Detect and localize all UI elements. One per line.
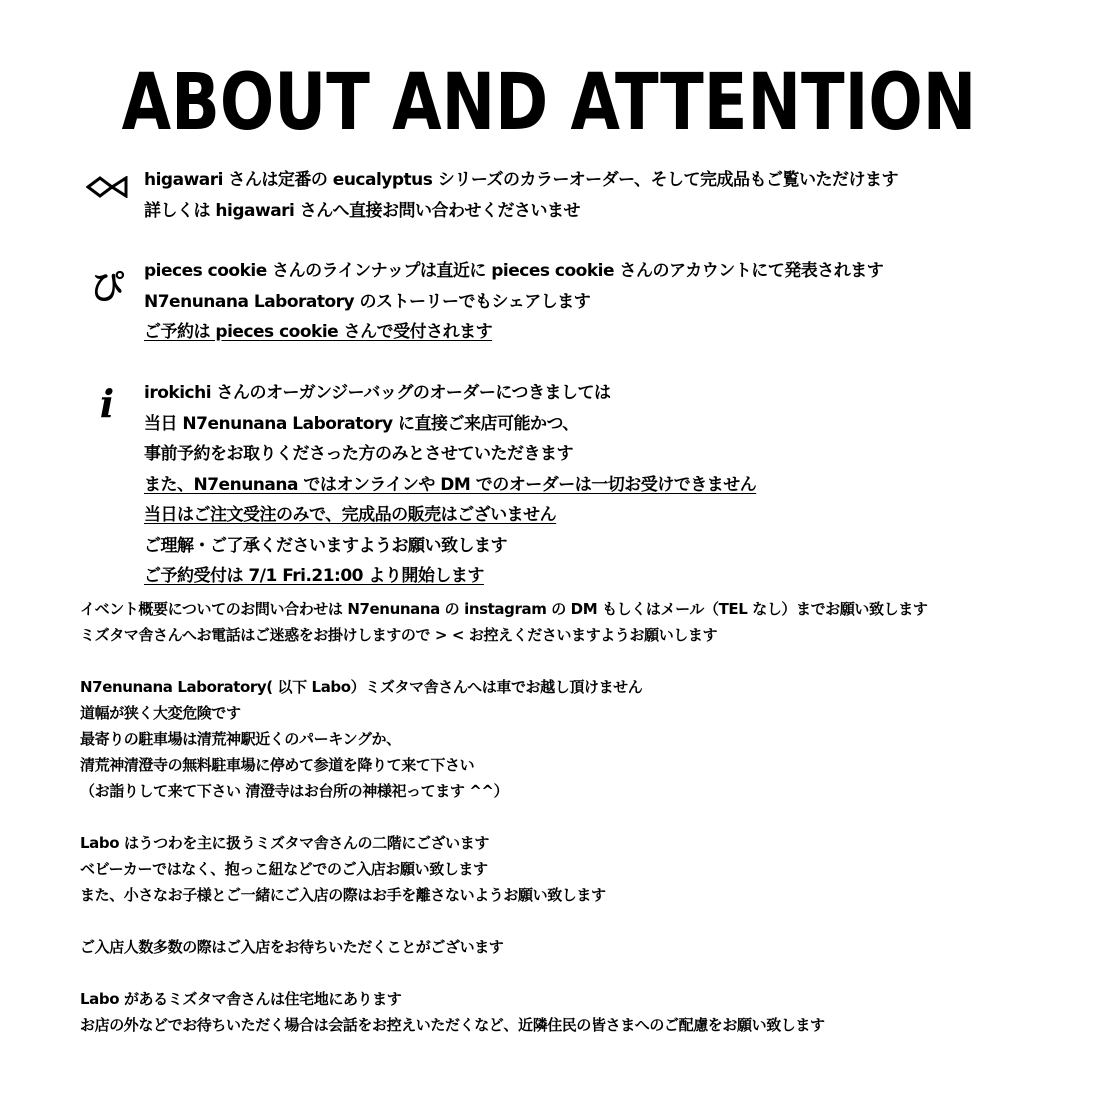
note-line: イベント概要についてのお問い合わせは N7enunana の instagram の DM もしくはメール（TEL なし）までお願い致します	[80, 600, 928, 618]
note-line: ご入店人数多数の際はご入店をお待ちいただくことがございます	[80, 938, 504, 956]
section-line: 詳しくは higawari さんへ直接お問い合わせくださいませ	[144, 200, 580, 221]
note-line: （お詣りして来て下さい 清澄寺はお台所の神様祀ってます ^^）	[80, 782, 509, 800]
note-line: また、小さなお子様とご一緒にご入店の際はお手を離さないようお願い致します	[80, 886, 606, 904]
i-logo-glyph: i	[99, 381, 115, 426]
section-line: ご予約は pieces cookie さんで受付されます	[144, 322, 493, 342]
fish-logo-svg	[86, 176, 128, 198]
note-spacer	[80, 960, 927, 986]
note-spacer	[80, 908, 927, 934]
section-pieces-cookie-lines	[144, 256, 883, 348]
section-line: また、N7enunana ではオンラインや DM でのオーダーは一切お受けできません	[144, 474, 757, 495]
section-line: pieces cookie さんのラインナップは直近に pieces cookie さんのアカウントにて発表されます	[144, 261, 884, 281]
note-spacer	[80, 804, 927, 830]
section-line: ご理解・ご了承くださいますようお願い致します	[144, 535, 507, 556]
section-line: 当日はご注文受注のみで、完成品の販売はございません	[144, 505, 557, 525]
note-line: ベビーカーではなく、抱っこ紐などでのご入店お願い致します	[80, 860, 488, 878]
page-title: ABOUT AND ATTENTION	[121, 58, 977, 148]
pi-logo-glyph: ぴ	[90, 268, 124, 308]
section-line: 当日 N7enunana Laboratory に直接ご来店可能かつ、	[144, 413, 579, 434]
fish-logo-icon	[82, 173, 132, 201]
note-line: 最寄りの駐車場は清荒神駅近くのパーキングか、	[80, 730, 401, 748]
note-line: N7enunana Laboratory( 以下 Labo）ミズタマ舎さんへは車でお越し頂けません	[80, 678, 643, 696]
note-line: 清荒神清澄寺の無料駐車場に停めて参道を降りて来て下さい	[80, 756, 475, 774]
note-line: 道幅が狭く大変危険です	[80, 704, 241, 722]
note-line: Labo はうつわを主に扱うミズタマ舎さんの二階にございます	[80, 834, 489, 852]
note-line: ミズタマ舎さんへお電話はご迷惑をお掛けしますので > < お控えくださいますようお願いします	[80, 626, 718, 644]
section-line: irokichi さんのオーガンジーバッグのオーダーにつきましては	[144, 383, 611, 403]
section-higawari-lines	[144, 165, 898, 226]
note-line: お店の外などでお待ちいただく場合は会話をお控えいただくなど、近隣住民の皆さまへのご配慮をお願い致します	[80, 1016, 825, 1034]
section-line: N7enunana Laboratory のストーリーでもシェアします	[144, 291, 591, 312]
pi-logo-icon	[82, 266, 132, 310]
section-line: 事前予約をお取りくださった方のみとさせていただきます	[144, 444, 573, 464]
i-logo-icon	[82, 382, 132, 426]
section-line: higawari さんは定番の eucalyptus シリーズのカラーオーダー、そして完成品もご覧いただけます	[144, 170, 898, 190]
note-spacer	[80, 648, 927, 674]
section-irokichi-lines	[144, 378, 756, 592]
section-line: ご予約受付は 7/1 Fri.21:00 より開始します	[144, 566, 484, 586]
note-line: Labo があるミズタマ舎さんは住宅地にあります	[80, 990, 402, 1008]
general-notes	[80, 596, 927, 1038]
